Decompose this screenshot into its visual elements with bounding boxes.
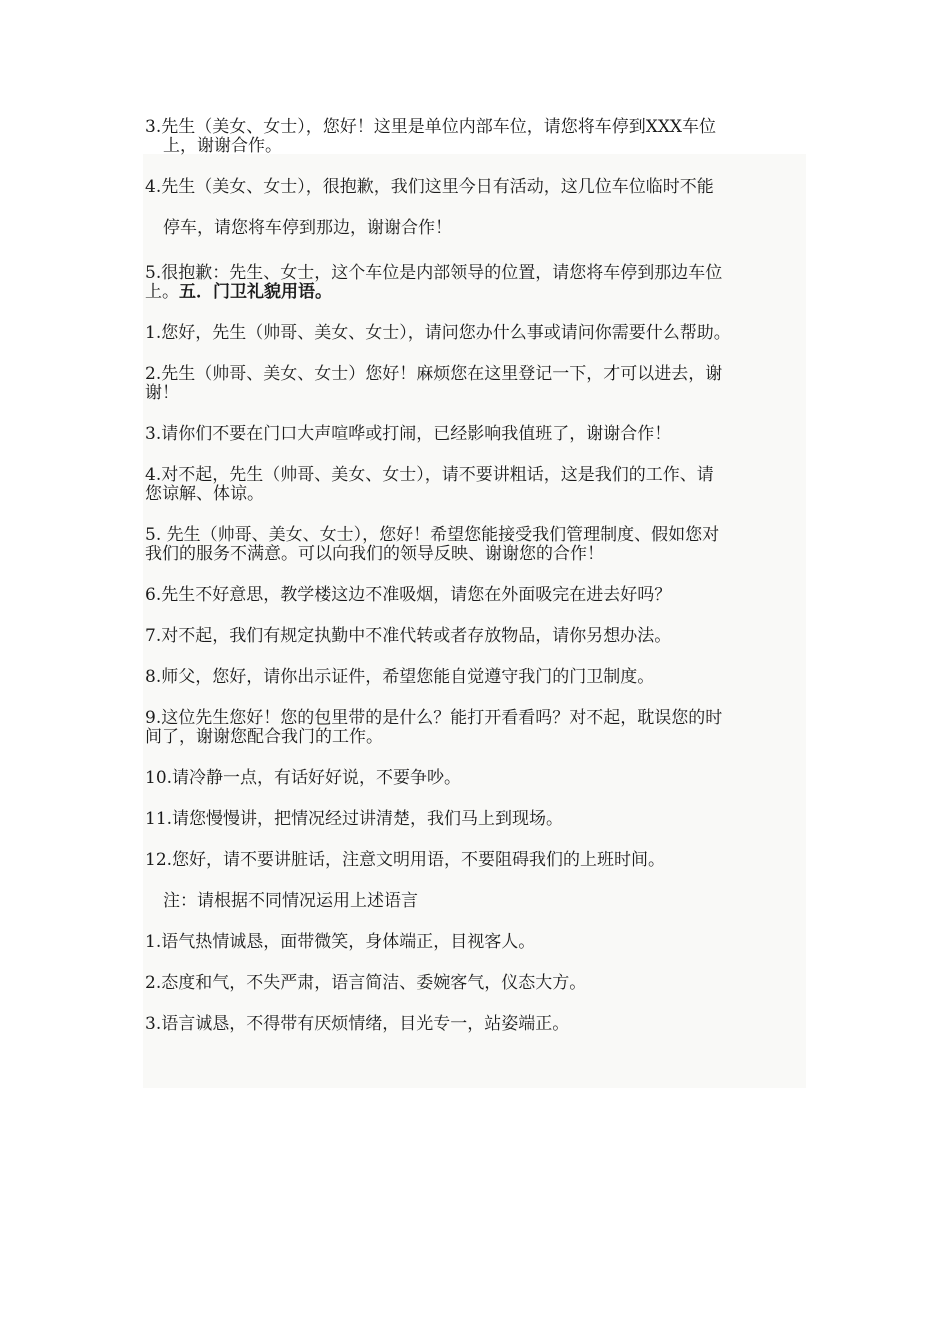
- guard-phrase-6: 6.先生不好意思，教学楼这边不准吸烟，请您在外面吸完在进去好吗？: [145, 585, 672, 605]
- guard-phrase-10: 10.请冷静一点，有话好好说，不要争吵。: [145, 768, 462, 788]
- guard-phrase-5: 5. 先生（帅哥、美女、女士），您好！希望您能接受我们管理制度、假如您对 我们的服务不满意。可以向我们的领导反映、谢谢您的合作！: [145, 525, 720, 564]
- parking-phrase-3: 3.先生（美女、女士），您好！这里是单位内部车位，请您将车停到XXX车位 上，谢谢合作。: [145, 117, 717, 156]
- guard-phrase-7: 7.对不起，我们有规定执勤中不准代转或者存放物品，请你另想办法。: [145, 626, 672, 646]
- parking-phrase-4b: 停车，请您将车停到那边，谢谢合作！: [163, 218, 452, 238]
- document-body: [145, 118, 813, 1056]
- guard-phrase-1: 1.您好，先生（帅哥、美女、女士），请问您办什么事或请问你需要什么帮助。: [145, 323, 731, 343]
- guard-phrase-2: 2.先生（帅哥、美女、女士）您好！麻烦您在这里登记一下，才可以进去，谢 谢！: [145, 364, 723, 403]
- guard-phrase-3: 3.请你们不要在门口大声喧哗或打闹，已经影响我值班了，谢谢合作！: [145, 424, 672, 444]
- guard-phrase-11: 11.请您慢慢讲，把情况经过讲清楚，我们马上到现场。: [145, 809, 564, 829]
- section-title: 五．门卫礼貌用语。: [179, 282, 332, 302]
- guard-phrase-8: 8.师父，您好，请你出示证件，希望您能自觉遵守我门的门卫制度。: [145, 667, 655, 687]
- parking-phrase-4a: 4.先生（美女、女士），很抱歉，我们这里今日有活动，这几位车位临时不能: [145, 177, 714, 197]
- note-item-3: 3.语言诚恳，不得带有厌烦情绪，目光专一，站姿端正。: [145, 1014, 570, 1034]
- guard-phrase-9: 9.这位先生您好！您的包里带的是什么？能打开看看吗？对不起，耽误您的时 间了，谢谢您配合我门的工作。: [145, 708, 723, 747]
- parking-phrase-5: 5.很抱歉：先生、女士，这个车位是内部领导的位置，请您将车停到那边车位 上。五．门卫礼貌用语。: [145, 263, 723, 302]
- guard-phrase-12: 12.您好，请不要讲脏话，注意文明用语，不要阻碍我们的上班时间。: [145, 850, 666, 870]
- usage-note: 注：请根据不同情况运用上述语言: [163, 891, 418, 911]
- note-item-2: 2.态度和气，不失严肃，语言简洁、委婉客气，仪态大方。: [145, 973, 587, 993]
- guard-phrase-4: 4.对不起，先生（帅哥、美女、女士），请不要讲粗话，这是我们的工作、请 您谅解、体谅。: [145, 465, 714, 504]
- note-item-1: 1.语气热情诚恳，面带微笑，身体端正，目视客人。: [145, 932, 536, 952]
